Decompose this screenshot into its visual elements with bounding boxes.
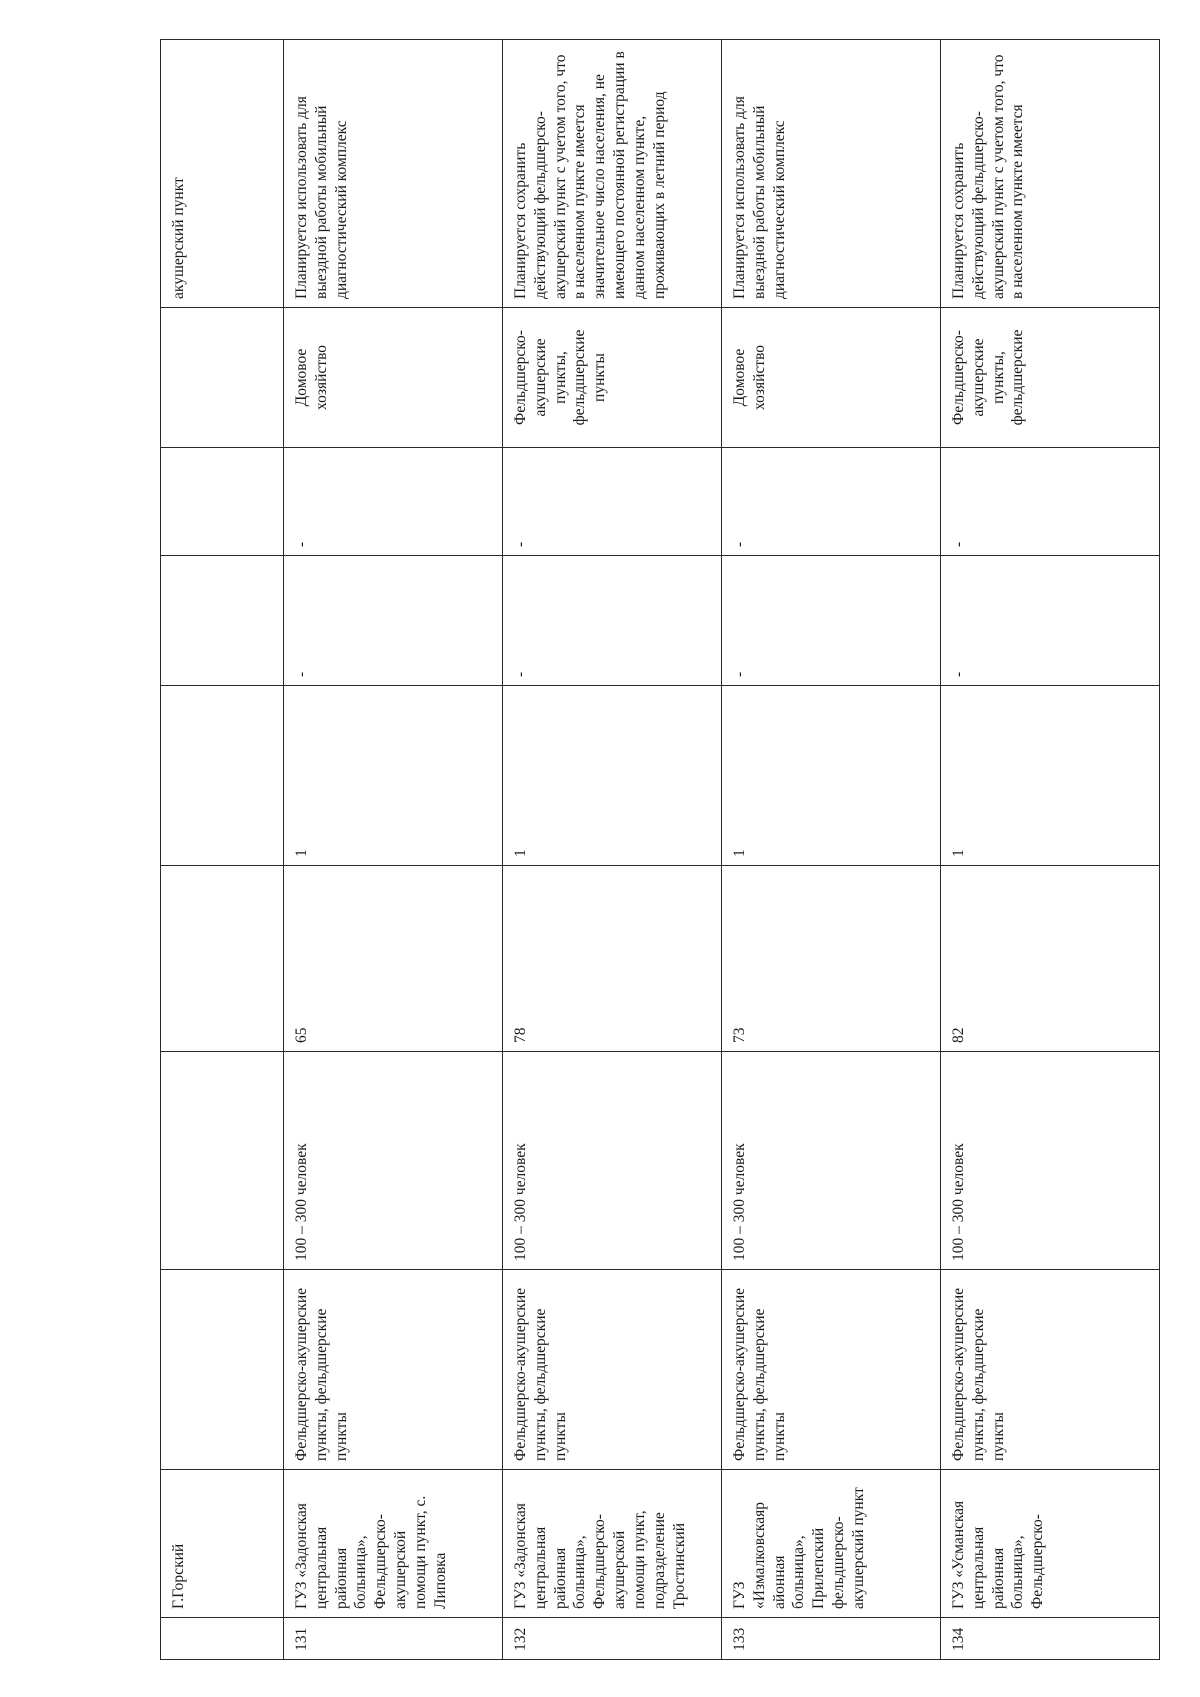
cell-num: [161, 1618, 284, 1660]
cell-empty: [161, 556, 284, 686]
cell-num: 131: [284, 1618, 503, 1660]
cell-population: 100 – 300 человек: [284, 1052, 503, 1270]
cell-org: ГУЗ «Задонская центральная районная больница», Фельдшерско-акушерской помощи пункт, с. Липовка: [284, 1470, 503, 1618]
cell-type: Фельдшерско-акушерские пункты, фельдшерские пункты: [284, 1270, 503, 1470]
cell-empty: [161, 448, 284, 556]
facilities-table: [160, 39, 1160, 1660]
cell-empty: [161, 1052, 284, 1270]
cell-district: Г.Горский: [161, 1470, 284, 1618]
cell-type: Фельдшерско-акушерские пункты, фельдшерские пункты: [503, 1270, 722, 1470]
cell-empty: [161, 686, 284, 866]
cell-b: -: [284, 556, 503, 686]
cell-note: Планируется сохранить действующий фельдшерско-акушерский пункт с учетом того, что в населенном пункте имеется значительное число населения, не имеющего постоянной регистрации в данном населенном пункте, проживающих в летний период: [503, 40, 722, 308]
cell-distance: 73: [722, 866, 941, 1052]
cell-b: -: [722, 556, 941, 686]
rotated-page: [160, 40, 1060, 1660]
cell-note: Планируется сохранить действующий фельдшерско-акушерский пункт с учетом того, что в населенном пункте имеется: [941, 40, 1160, 308]
table-row: [503, 40, 722, 1660]
cell-note: Планируется использовать для выездной работы мобильный диагностический комплекс: [722, 40, 941, 308]
cell-type: Фельдшерско-акушерские пункты, фельдшерские пункты: [722, 1270, 941, 1470]
cell-count: 1: [284, 686, 503, 866]
cell-c: -: [284, 448, 503, 556]
cell-distance: 78: [503, 866, 722, 1052]
cell-form: Домовое хозяйство: [722, 308, 941, 448]
cell-count: 1: [722, 686, 941, 866]
table-row: [284, 40, 503, 1660]
cell-num: 134: [941, 1618, 1160, 1660]
cell-num: 133: [722, 1618, 941, 1660]
cell-distance: 82: [941, 866, 1160, 1052]
cell-note: акушерский пункт: [161, 40, 284, 308]
cell-org: ГУЗ «Измалковскаяр айонная больница», Прилепский фельдшерско-акушерский пункт: [722, 1470, 941, 1618]
table-row: [722, 40, 941, 1660]
cell-form: Фельдшерско-акушерские пункты, фельдшерские: [941, 308, 1160, 448]
cell-type: Фельдшерско-акушерские пункты, фельдшерские пункты: [941, 1270, 1160, 1470]
cell-empty: [161, 1270, 284, 1470]
cell-num: 132: [503, 1618, 722, 1660]
cell-c: -: [941, 448, 1160, 556]
cell-b: -: [941, 556, 1160, 686]
cell-empty: [161, 308, 284, 448]
cell-note: Планируется использовать для выездной работы мобильный диагностический комплекс: [284, 40, 503, 308]
cell-population: 100 – 300 человек: [503, 1052, 722, 1270]
cell-c: -: [503, 448, 722, 556]
cell-population: 100 – 300 человек: [941, 1052, 1160, 1270]
cell-c: -: [722, 448, 941, 556]
cell-form: Фельдшерско-акушерские пункты, фельдшерские пункты: [503, 308, 722, 448]
cell-count: 1: [503, 686, 722, 866]
cell-population: 100 – 300 человек: [722, 1052, 941, 1270]
cell-empty: [161, 866, 284, 1052]
cell-org: ГУЗ «Задонская центральная районная больница», Фельдшерско-акушерской помощи пункт, подразделение Тростинский: [503, 1470, 722, 1618]
continuation-row: [161, 40, 284, 1660]
cell-count: 1: [941, 686, 1160, 866]
cell-form: Домовое хозяйство: [284, 308, 503, 448]
table-row: [941, 40, 1160, 1660]
cell-b: -: [503, 556, 722, 686]
cell-distance: 65: [284, 866, 503, 1052]
cell-org: ГУЗ «Усманская центральная районная больница», Фельдшерско-: [941, 1470, 1160, 1618]
